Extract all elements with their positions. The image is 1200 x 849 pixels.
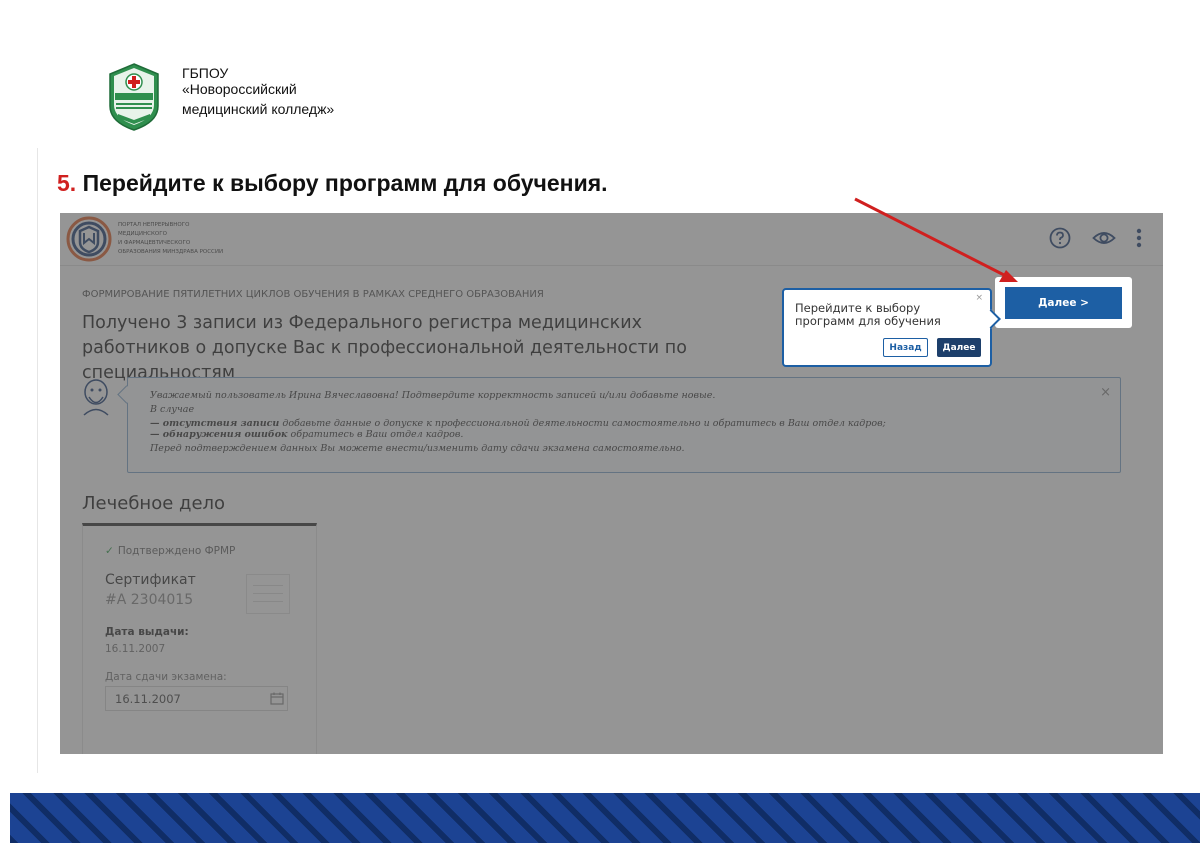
college-name-line3: медицинский колледж» xyxy=(182,101,335,117)
tour-tooltip xyxy=(782,288,992,367)
medical-college-emblem-icon xyxy=(106,62,162,132)
footer-band xyxy=(10,793,1200,843)
tooltip-close-icon[interactable]: × xyxy=(975,293,983,303)
tooltip-back-button[interactable]: Назад xyxy=(883,338,928,357)
next-button[interactable]: Далее > xyxy=(1005,287,1122,319)
tooltip-next-button[interactable]: Далее xyxy=(937,338,981,357)
college-name xyxy=(182,63,334,119)
portal-screenshot xyxy=(60,213,1163,754)
step-text: Перейдите к выбору программ для обучения. xyxy=(76,170,608,196)
divider xyxy=(37,148,38,773)
college-name-line1: ГБПОУ xyxy=(182,65,229,81)
tooltip-text: Перейдите к выбору программ для обучения xyxy=(795,301,941,328)
step-number: 5. xyxy=(57,170,77,196)
step-title xyxy=(57,170,608,197)
college-name-line2: «Новороссийский xyxy=(182,81,297,97)
